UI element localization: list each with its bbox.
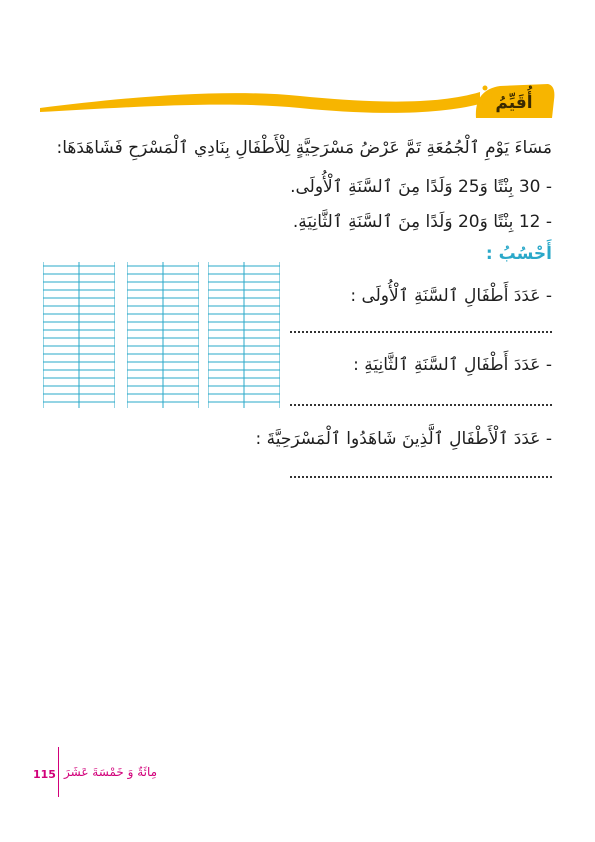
calc-grid-3[interactable] [208, 262, 280, 408]
problem-item-2: - 12 بِنْتًا وَ20 وَلَدًا مِنَ ٱلسَّنَةِ ٱلثَّانِيَةِ. [292, 212, 552, 232]
section-title: أُقَيِّمُ [495, 93, 533, 113]
problem-item-1: - 30 بِنْتًا وَ25 وَلَدًا مِنَ ٱلسَّنَةِ ٱلْأُولَى. [290, 177, 552, 197]
question-3: - عَدَدَ ٱلْأَطْفَالِ ٱلَّذِينَ شَاهَدُوا ٱلْمَسْرَحِيَّةَ : [255, 429, 552, 449]
calc-grid-2[interactable] [127, 262, 199, 408]
problem-intro: مَسَاءَ يَوْمِ ٱلْجُمُعَةِ تَمَّ عَرْضُ مَسْرَحِيَّةٍ لِلْأَطْفَالِ بِنَادِي ٱلْمَسْرَحِ فَشَاهَدَهَا: [56, 138, 552, 158]
question-2: - عَدَدَ أَطْفَالِ ٱلسَّنَةِ ٱلثَّانِيَةِ : [353, 355, 552, 375]
footer-divider [58, 747, 59, 797]
page-number: 115 [33, 768, 56, 781]
answer-line-1[interactable] [290, 331, 552, 333]
calculate-title: أَحْسُبُ : [485, 244, 552, 264]
calc-grid-1[interactable] [43, 262, 115, 408]
page-number-words: مِائَةٌ وَ خَمْسَةَ عَشَرَ [64, 765, 158, 779]
answer-line-3[interactable] [290, 476, 552, 478]
answer-line-2[interactable] [290, 404, 552, 406]
question-1: - عَدَدَ أَطْفَالِ ٱلسَّنَةِ ٱلْأُولَى : [350, 286, 552, 306]
